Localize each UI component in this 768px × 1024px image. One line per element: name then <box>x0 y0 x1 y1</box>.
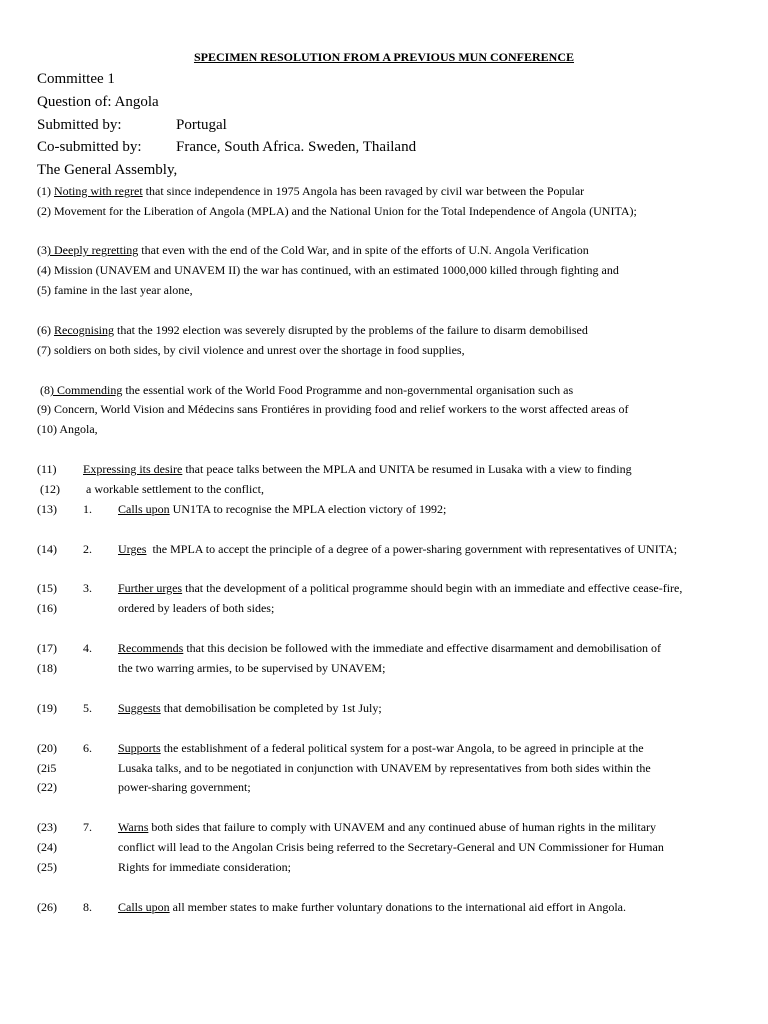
operative-verb: Warns <box>118 820 149 834</box>
operative-clause <box>118 501 446 517</box>
preamble-line <box>37 242 589 258</box>
line-text: that since independence in 1975 Angola has been ravaged by civil war between the Popular <box>142 184 585 198</box>
line-text: Lusaka talks, and to be negotiated in conjunction with UNAVEM by representatives from both sides within the <box>118 761 651 775</box>
line-number: (2) <box>37 204 54 218</box>
general-assembly-line: The General Assembly, <box>37 162 178 178</box>
line-number: (5) <box>37 283 54 297</box>
line-text: that demobilisation be completed by 1st July; <box>160 701 382 715</box>
cosubmitted-by-value: France, South Africa. Sweden, Thailand <box>176 139 417 155</box>
line-number: (19) <box>37 701 57 715</box>
line-text: Mission (UNAVEM and UNAVEM II) the war has continued, with an estimated 1000,000 killed through fighting and <box>54 263 619 277</box>
preamble-line <box>37 282 193 298</box>
line-text: famine in the last year alone, <box>54 283 193 297</box>
preamble-line <box>37 203 637 219</box>
line-number: (9) <box>37 402 54 416</box>
submitted-by-value: Portugal <box>176 117 227 133</box>
line-number: (10) <box>37 422 60 436</box>
line-text: conflict will lead to the Angolan Crisis being referred to the Secretary-General and UN Commissioner for Human <box>118 840 664 854</box>
line-text: all member states to make further voluntary donations to the international aid effort in Angola. <box>169 900 626 914</box>
line-number: (18) <box>37 661 57 675</box>
line-text: a workable settlement to the conflict, <box>86 482 264 496</box>
operative-clause <box>118 541 677 557</box>
line-text: that this decision be followed with the immediate and effective disarmament and demobilisation of <box>183 641 661 655</box>
line-text: the essential work of the World Food Programme and non-governmental organisation such as <box>122 383 574 397</box>
line-text: soldiers on both sides, by civil violence and unrest over the shortage in food supplies, <box>54 343 465 357</box>
clause-number: 1. <box>83 502 92 516</box>
line-number: (15) <box>37 581 57 595</box>
line-text: Angola, <box>59 422 98 436</box>
preamble-line <box>37 342 465 358</box>
clause-number: 5. <box>83 701 92 715</box>
preamble-line <box>37 401 629 417</box>
operative-verb: Urges <box>118 542 147 556</box>
line-text: that the development of a political programme should begin with an immediate and effective cease-fire, <box>182 581 683 595</box>
submitted-by-label: Submitted by: <box>37 117 122 133</box>
line-number: (8 <box>40 383 50 397</box>
operative-clause <box>118 819 656 835</box>
preamble-verb: ) Deeply regretting <box>47 243 139 257</box>
line-text: both sides that failure to comply with UNAVEM and any continued abuse of human rights in the military <box>148 820 657 834</box>
operative-verb: Recommends <box>118 641 184 655</box>
line-number: (17) <box>37 641 57 655</box>
line-text: that even with the end of the Cold War, and in spite of the efforts of U.N. Angola Verification <box>138 243 589 257</box>
preamble-verb: Expressing its desire <box>83 462 183 476</box>
line-number: (20) <box>37 741 57 755</box>
line-text: Concern, World Vision and Médecins sans Frontiéres in providing food and relief workers to the worst affected areas of <box>54 402 629 416</box>
expressing-line <box>83 461 632 477</box>
line-number: (23) <box>37 820 57 834</box>
line-number: (22) <box>37 780 57 794</box>
operative-verb: Calls upon <box>118 900 170 914</box>
preamble-line <box>37 262 619 278</box>
preamble-line <box>37 183 584 199</box>
line-text: ordered by leaders of both sides; <box>118 601 275 615</box>
line-text: Movement for the Liberation of Angola (MPLA) and the National Union for the Total Independence of Angola (UNITA); <box>54 204 637 218</box>
cosubmitted-by-label: Co-submitted by: <box>37 139 142 155</box>
clause-number: 4. <box>83 641 92 655</box>
clause-number: 3. <box>83 581 92 595</box>
line-text: power-sharing government; <box>118 780 251 794</box>
line-number: (3 <box>37 243 47 257</box>
clause-number: 6. <box>83 741 92 755</box>
line-number: (1) <box>37 184 54 198</box>
line-text: UN1TA to recognise the MPLA election victory of 1992; <box>169 502 447 516</box>
question-line: Question of: Angola <box>37 94 159 110</box>
line-text: Rights for immediate consideration; <box>118 860 291 874</box>
line-text: that the 1992 election was severely disrupted by the problems of the failure to disarm demobilised <box>114 323 588 337</box>
submitted-by-line <box>37 116 227 134</box>
line-number: (7) <box>37 343 54 357</box>
document-title: SPECIMEN RESOLUTION FROM A PREVIOUS MUN CONFERENCE <box>193 50 575 64</box>
line-number: (11) <box>37 462 57 476</box>
line-number: (2i5 <box>37 761 57 775</box>
preamble-line <box>37 421 98 437</box>
line-number: (14) <box>37 542 57 556</box>
line-number: (25) <box>37 860 57 874</box>
line-number: (6) <box>37 323 54 337</box>
line-text: the establishment of a federal political system for a post-war Angola, to be agreed in principle at the <box>160 741 644 755</box>
operative-verb: Further urges <box>118 581 183 595</box>
preamble-line <box>37 322 588 338</box>
operative-clause <box>118 740 644 756</box>
line-text: the MPLA to accept the principle of a degree of a power-sharing government with representatives of UNITA; <box>146 542 678 556</box>
operative-verb: Calls upon <box>118 502 170 516</box>
preamble-verb: Recognising <box>54 323 114 337</box>
line-number: (4) <box>37 263 54 277</box>
line-number: (12) <box>40 482 60 496</box>
preamble-line <box>40 382 573 398</box>
line-number: (16) <box>37 601 57 615</box>
operative-clause <box>118 899 626 915</box>
operative-verb: Suggests <box>118 701 161 715</box>
line-text: the two warring armies, to be supervised by UNAVEM; <box>118 661 386 675</box>
preamble-verb: ) Commending <box>50 383 123 397</box>
line-text: that peace talks between the MPLA and UNITA be resumed in Lusaka with a view to finding <box>182 462 632 476</box>
operative-clause <box>118 640 661 656</box>
cosubmitted-by-line <box>37 138 417 156</box>
preamble-verb: Noting with regret <box>54 184 143 198</box>
clause-number: 2. <box>83 542 92 556</box>
committee-line: Committee 1 <box>37 71 115 87</box>
operative-clause <box>118 580 682 596</box>
clause-number: 7. <box>83 820 92 834</box>
clause-number: 8. <box>83 900 92 914</box>
line-number: (26) <box>37 900 57 914</box>
line-number: (24) <box>37 840 57 854</box>
operative-clause <box>118 700 382 716</box>
line-number: (13) <box>37 502 57 516</box>
operative-verb: Supports <box>118 741 161 755</box>
